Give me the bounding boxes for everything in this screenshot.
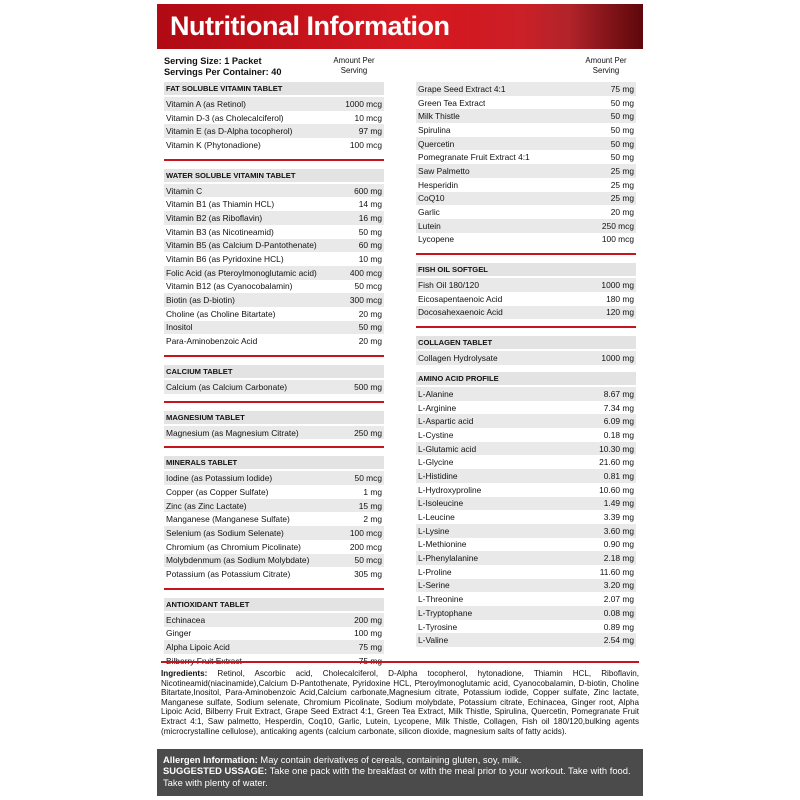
section-title: WATER SOLUBLE VITAMIN TABLET [164,169,384,182]
nutrient-amount: 10 mg [358,254,382,265]
nutrient-row [416,351,636,365]
section-divider [416,253,636,255]
nutrient-name: Vitamin A (as Retinol) [166,98,246,109]
serving-info [164,56,281,78]
nutrient-row [164,280,384,294]
nutrient-row [416,292,636,306]
nutrient-amount: 120 mg [606,307,634,318]
nutrient-amount: 50 mg [610,111,634,122]
nutrient-amount: 0.89 mg [603,621,634,632]
nutrient-amount: 75 mg [358,642,382,653]
nutrient-name: L-Proline [418,566,452,577]
nutrient-row [164,239,384,253]
nutrient-name: Vitamin B12 (as Cyanocobalamin) [166,281,293,292]
nutrient-section [164,169,384,348]
usage-label: SUGGESTED USSAGE: [163,765,268,777]
nutrient-amount: 2 mg [363,514,382,525]
nutrient-name: Zinc (as Zinc Lactate) [166,500,247,511]
nutrient-row [416,205,636,219]
nutrient-name: L-Isoleucine [418,498,464,509]
nutrient-name: Para-Aminobenzoic Acid [166,336,258,347]
nutrient-row [164,111,384,125]
right-column [416,56,636,654]
section-title: MAGNESIUM TABLET [164,411,384,424]
nutrient-amount: 75 mg [610,83,634,94]
nutrient-name: L-Tryptophane [418,607,473,618]
nutrient-row [416,469,636,483]
nutrient-name: Fish Oil 180/120 [418,280,479,291]
nutrient-amount: 6.09 mg [603,416,634,427]
nutrient-amount: 50 mg [358,226,382,237]
nutrient-row [416,164,636,178]
nutrient-amount: 15 mg [358,500,382,511]
usage-line [163,765,637,788]
nutrient-amount: 50 mg [610,97,634,108]
nutrition-label [157,4,643,796]
nutrient-amount: 1000 mg [601,280,634,291]
nutrient-name: L-Alanine [418,388,454,399]
nutrient-amount: 20 mg [358,308,382,319]
nutrient-amount: 180 mg [606,293,634,304]
nutrient-row [416,455,636,469]
nutrient-row [164,380,384,394]
section-rows [164,97,384,152]
nutrient-row [164,554,384,568]
nutrient-amount: 7.34 mg [603,402,634,413]
nutrient-name: Copper (as Copper Sulfate) [166,486,269,497]
nutrient-name: Vitamin D-3 (as Cholecalciferol) [166,112,284,123]
nutrient-row [164,512,384,526]
nutrient-row [416,551,636,565]
nutrient-row [164,252,384,266]
nutrient-amount: 100 mcg [601,234,634,245]
nutrient-name: L-Serine [418,580,450,591]
nutrient-name: L-Phenylalanine [418,553,479,564]
nutrient-amount: 50 mg [610,124,634,135]
nutrient-amount: 14 mg [358,199,382,210]
nutrient-row [416,428,636,442]
nutrient-name: Molybdenmum (as Sodium Molybdate) [166,555,310,566]
nutrient-row [164,426,384,440]
nutrient-amount: 2.54 mg [603,635,634,646]
nutrient-row [164,266,384,280]
nutrient-amount: 0.90 mg [603,539,634,550]
nutrient-section [416,372,636,647]
nutrient-name: Vitamin C [166,185,203,196]
nutrient-section [164,598,384,668]
nutrient-amount: 60 mg [358,240,382,251]
nutrient-amount: 25 mg [610,165,634,176]
nutrient-amount: 2.18 mg [603,553,634,564]
nutrient-amount: 0.18 mg [603,429,634,440]
nutrient-name: Potassium (as Potassium Citrate) [166,569,291,580]
nutrient-row [164,485,384,499]
nutrient-amount: 100 mcg [349,527,382,538]
nutrient-name: Saw Palmetto [418,165,470,176]
right-sections [416,263,636,647]
nutrient-row [416,579,636,593]
nutrient-row [416,497,636,511]
nutrient-row [164,197,384,211]
nutrient-name: Collagen Hydrolysate [418,353,498,364]
left-sections [164,82,384,668]
nutrient-amount: 100 mcg [349,139,382,150]
nutrient-row [416,524,636,538]
nutrient-amount: 21.60 mg [599,457,634,468]
nutrient-name: Milk Thistle [418,111,460,122]
nutrient-name: Vitamin B3 (as Nicotineamid) [166,226,274,237]
antioxidant-continued [416,82,636,246]
nutrient-row [416,483,636,497]
nutrient-row [416,123,636,137]
nutrient-row [164,97,384,111]
nutrient-name: Echinacea [166,614,206,625]
nutrient-row [416,633,636,647]
nutrient-row [164,613,384,627]
nutrient-row [416,233,636,247]
nutrient-name: Vitamin K (Phytonadione) [166,139,261,150]
ingredients-text: Retinol, Ascorbic acid, Cholecalciferol, D-Alpha tocopherol, hytonadione, Thiamin HCL, Riboflavin, Nicotineamid(niacinamide),Calcium D-Pantothenate, Pyridoxine HCL, Pteroylmonoglutamic acid, Cyanocobalamin, D-biotin, Choline Bitartate,Inositol, Para-Aminobenzoic Acid,Calcium carbonate,Magnesium citrate, Potassium iodide, Copper sulfate, Zinc lactate, Manganese sulfate, Sodium selenate, Chromium Picolinate, Sodium molybdate, Potassium citrate, Echinacea, Ginger root, Alpha Lipoic Acid, Bilberry Fruit Extract, Grape Seed Extract 4:1, Green Tea Extract, Milk Thistle, Spirulina, Quercetin, Pomegranate Fruit Extract 4:1, Saw palmetto, Hesperdin, Coq10, Garlic, Lutein, Lycopene, Milk Thistle, Collagen, Fish oil 180/120,bulking agents (microcrystalline cellulose), anticaking agents (calcium carbonate, silicon dioxide, magnesium salts of fatty acids). [161,669,639,736]
nutrient-row [416,96,636,110]
nutrient-row [164,211,384,225]
nutrient-name: Alpha Lipoic Acid [166,642,230,653]
section-title: COLLAGEN TABLET [416,336,636,349]
section-divider [416,326,636,328]
nutrient-name: Calcium (as Calcium Carbonate) [166,381,288,392]
nutrient-amount: 0.08 mg [603,607,634,618]
nutrient-amount: 200 mg [354,614,382,625]
section-rows [164,471,384,581]
nutrient-name: L-Glycine [418,457,454,468]
nutrient-row [416,592,636,606]
nutrient-name: Grape Seed Extract 4:1 [418,83,506,94]
ingredients-block [161,661,639,736]
nutrient-row [164,225,384,239]
nutrient-name: L-Threonine [418,594,464,605]
usage-text: Take one pack with the breakfast or with the meal prior to your workout. Take with food. Take with plenty of water. [163,765,631,788]
nutrient-amount: 1000 mcg [345,98,382,109]
nutrient-name: L-Glutamic acid [418,443,477,454]
nutrient-row [164,526,384,540]
nutrient-name: L-Tyrosine [418,621,458,632]
nutrient-amount: 1000 mg [601,353,634,364]
nutrient-row [416,442,636,456]
nutrient-row [164,124,384,138]
ingredients-label: Ingredients: [161,669,208,678]
right-amount-header [416,56,636,82]
nutrient-amount: 3.60 mg [603,525,634,536]
nutrient-amount: 50 mcg [354,281,382,292]
nutrient-name: L-Valine [418,635,449,646]
title-banner [157,4,643,49]
servings-per-container: Servings Per Container: 40 [164,67,282,77]
nutrient-name: Folic Acid (as Pteroylmonoglutamic acid) [166,267,317,278]
nutrient-row [416,565,636,579]
nutrient-amount: 10 mcg [354,112,382,123]
nutrient-amount: 100 mg [354,628,382,639]
nutrient-row [164,307,384,321]
nutrient-name: Biotin (as D-biotin) [166,295,235,306]
nutrient-amount: 200 mcg [349,541,382,552]
nutrient-row [416,401,636,415]
nutrient-amount: 300 mcg [349,295,382,306]
nutrient-amount: 11.60 mg [599,566,634,577]
nutrient-row [416,109,636,123]
allergen-label: Allergen Information: [163,754,258,765]
nutrient-section [416,336,636,365]
nutrient-row [164,138,384,152]
nutrient-amount: 1.49 mg [603,498,634,509]
nutrient-row [164,640,384,654]
nutrient-amount: 1 mg [363,486,382,497]
nutrient-name: L-Aspartic acid [418,416,474,427]
nutrient-name: Inositol [166,322,193,333]
nutrient-name: Selenium (as Sodium Selenate) [166,527,284,538]
nutrient-row [164,293,384,307]
nutrient-name: Ginger [166,628,192,639]
nutrient-row [416,278,636,292]
nutrient-amount: 3.39 mg [603,512,634,523]
nutrient-name: Vitamin B5 (as Calcium D-Pantothenate) [166,240,317,251]
nutrient-row [164,567,384,581]
nutrient-row [164,184,384,198]
nutrient-amount: 25 mg [610,193,634,204]
serving-size: Serving Size: 1 Packet [164,56,262,66]
nutrient-amount: 3.20 mg [603,580,634,591]
nutrient-section [416,263,636,319]
nutrient-name: Vitamin B6 (as Pyridoxine HCL) [166,254,284,265]
nutrient-name: L-Lysine [418,525,450,536]
nutrient-name: CoQ10 [418,193,445,204]
nutrient-row [164,540,384,554]
nutrient-amount: 25 mg [610,179,634,190]
nutrient-row [416,510,636,524]
nutrient-amount: 50 mcg [354,555,382,566]
section-divider [164,588,384,590]
nutrient-row [164,334,384,348]
nutrient-name: Quercetin [418,138,455,149]
nutrient-amount: 250 mcg [601,220,634,231]
nutrient-name: Choline (as Choline Bitartate) [166,308,276,319]
nutrient-row [164,627,384,641]
nutrient-section [164,456,384,581]
nutrient-amount: 50 mg [610,138,634,149]
nutrient-amount: 400 mcg [349,267,382,278]
section-rows [416,278,636,319]
nutrient-name: L-Arginine [418,402,457,413]
section-rows [416,351,636,365]
nutrient-name: Vitamin B1 (as Thiamin HCL) [166,199,275,210]
nutrient-row [164,321,384,335]
nutrient-amount: 250 mg [354,427,382,438]
section-title: ANTIOXIDANT TABLET [164,598,384,611]
nutrient-amount: 20 mg [358,336,382,347]
nutrient-name: Iodine (as Potassium Iodide) [166,473,273,484]
section-divider [164,446,384,448]
nutrient-amount: 2.07 mg [603,594,634,605]
nutrient-row [164,499,384,513]
nutrient-name: Vitamin B2 (as Riboflavin) [166,212,263,223]
nutrient-name: L-Hydroxyproline [418,484,482,495]
nutrient-name: Pomegranate Fruit Extract 4:1 [418,152,530,163]
nutrient-name: Eicosapentaenoic Acid [418,293,503,304]
nutrient-name: L-Cystine [418,429,454,440]
nutrient-row [416,137,636,151]
amount-per-serving-header-right: Amount Per Serving [585,56,627,75]
nutrient-row [416,192,636,206]
nutrient-amount: 50 mg [610,152,634,163]
nutrient-name: Spirulina [418,124,451,135]
nutrient-section [164,82,384,152]
nutrient-amount: 50 mcg [354,473,382,484]
serving-header [164,56,384,82]
nutrient-row [416,606,636,620]
section-rows [416,387,636,647]
section-title: CALCIUM TABLET [164,365,384,378]
nutrient-amount: 16 mg [358,212,382,223]
nutrient-amount: 20 mg [610,207,634,218]
nutrient-row [416,82,636,96]
nutrient-name: Vitamin E (as D-Alpha tocopherol) [166,126,293,137]
nutrient-amount: 8.67 mg [603,388,634,399]
nutrient-name: Docosahexaenoic Acid [418,307,503,318]
nutrient-name: Garlic [418,207,440,218]
section-rows [164,184,384,348]
nutrient-name: Manganese (Manganese Sulfate) [166,514,290,525]
nutrient-amount: 97 mg [358,126,382,137]
nutrient-section [164,365,384,394]
nutrient-amount: 10.60 mg [599,484,634,495]
nutrient-row [416,414,636,428]
section-rows [164,426,384,440]
banner-shine [457,4,643,49]
page-title: Nutritional Information [170,11,450,41]
nutrient-row [416,620,636,634]
nutrient-name: L-Methionine [418,539,467,550]
nutrient-row [416,150,636,164]
nutrient-name: Lutein [418,220,441,231]
allergen-line [163,754,637,765]
nutrient-name: Lycopene [418,234,455,245]
amount-per-serving-header: Amount Per Serving [333,56,375,75]
nutrient-row [416,219,636,233]
nutrient-name: L-Leucine [418,512,455,523]
allergen-text: May contain derivatives of cereals, containing gluten, soy, milk. [260,754,522,765]
left-column [164,56,384,675]
nutrient-amount: 0.81 mg [603,470,634,481]
section-title: FAT SOLUBLE VITAMIN TABLET [164,82,384,95]
section-rows [164,613,384,668]
allergen-block [157,749,643,796]
section-title: MINERALS TABLET [164,456,384,469]
nutrient-name: Magnesium (as Magnesium Citrate) [166,427,299,438]
section-title: AMINO ACID PROFILE [416,372,636,385]
nutrient-amount: 600 mg [354,185,382,196]
nutrient-row [164,471,384,485]
nutrient-name: Chromium (as Chromium Picolinate) [166,541,301,552]
nutrient-amount: 75 mg [358,655,382,666]
nutrient-row [416,387,636,401]
nutrient-name: Green Tea Extract [418,97,486,108]
nutrient-name: L-Histidine [418,470,458,481]
nutrient-name: Hesperidin [418,179,459,190]
nutrient-row [416,178,636,192]
nutrient-row [416,306,636,320]
nutrient-row [416,538,636,552]
nutrient-amount: 50 mg [358,322,382,333]
section-rows [164,380,384,394]
nutrient-name: Bilberry Fruit Extract [166,655,242,666]
nutrient-section [164,411,384,440]
nutrient-amount: 10.30 mg [599,443,634,454]
nutrient-amount: 500 mg [354,381,382,392]
section-title: FISH OIL SOFTGEL [416,263,636,276]
nutrient-amount: 305 mg [354,569,382,580]
section-divider [164,401,384,403]
section-divider [164,355,384,357]
section-divider [164,159,384,161]
